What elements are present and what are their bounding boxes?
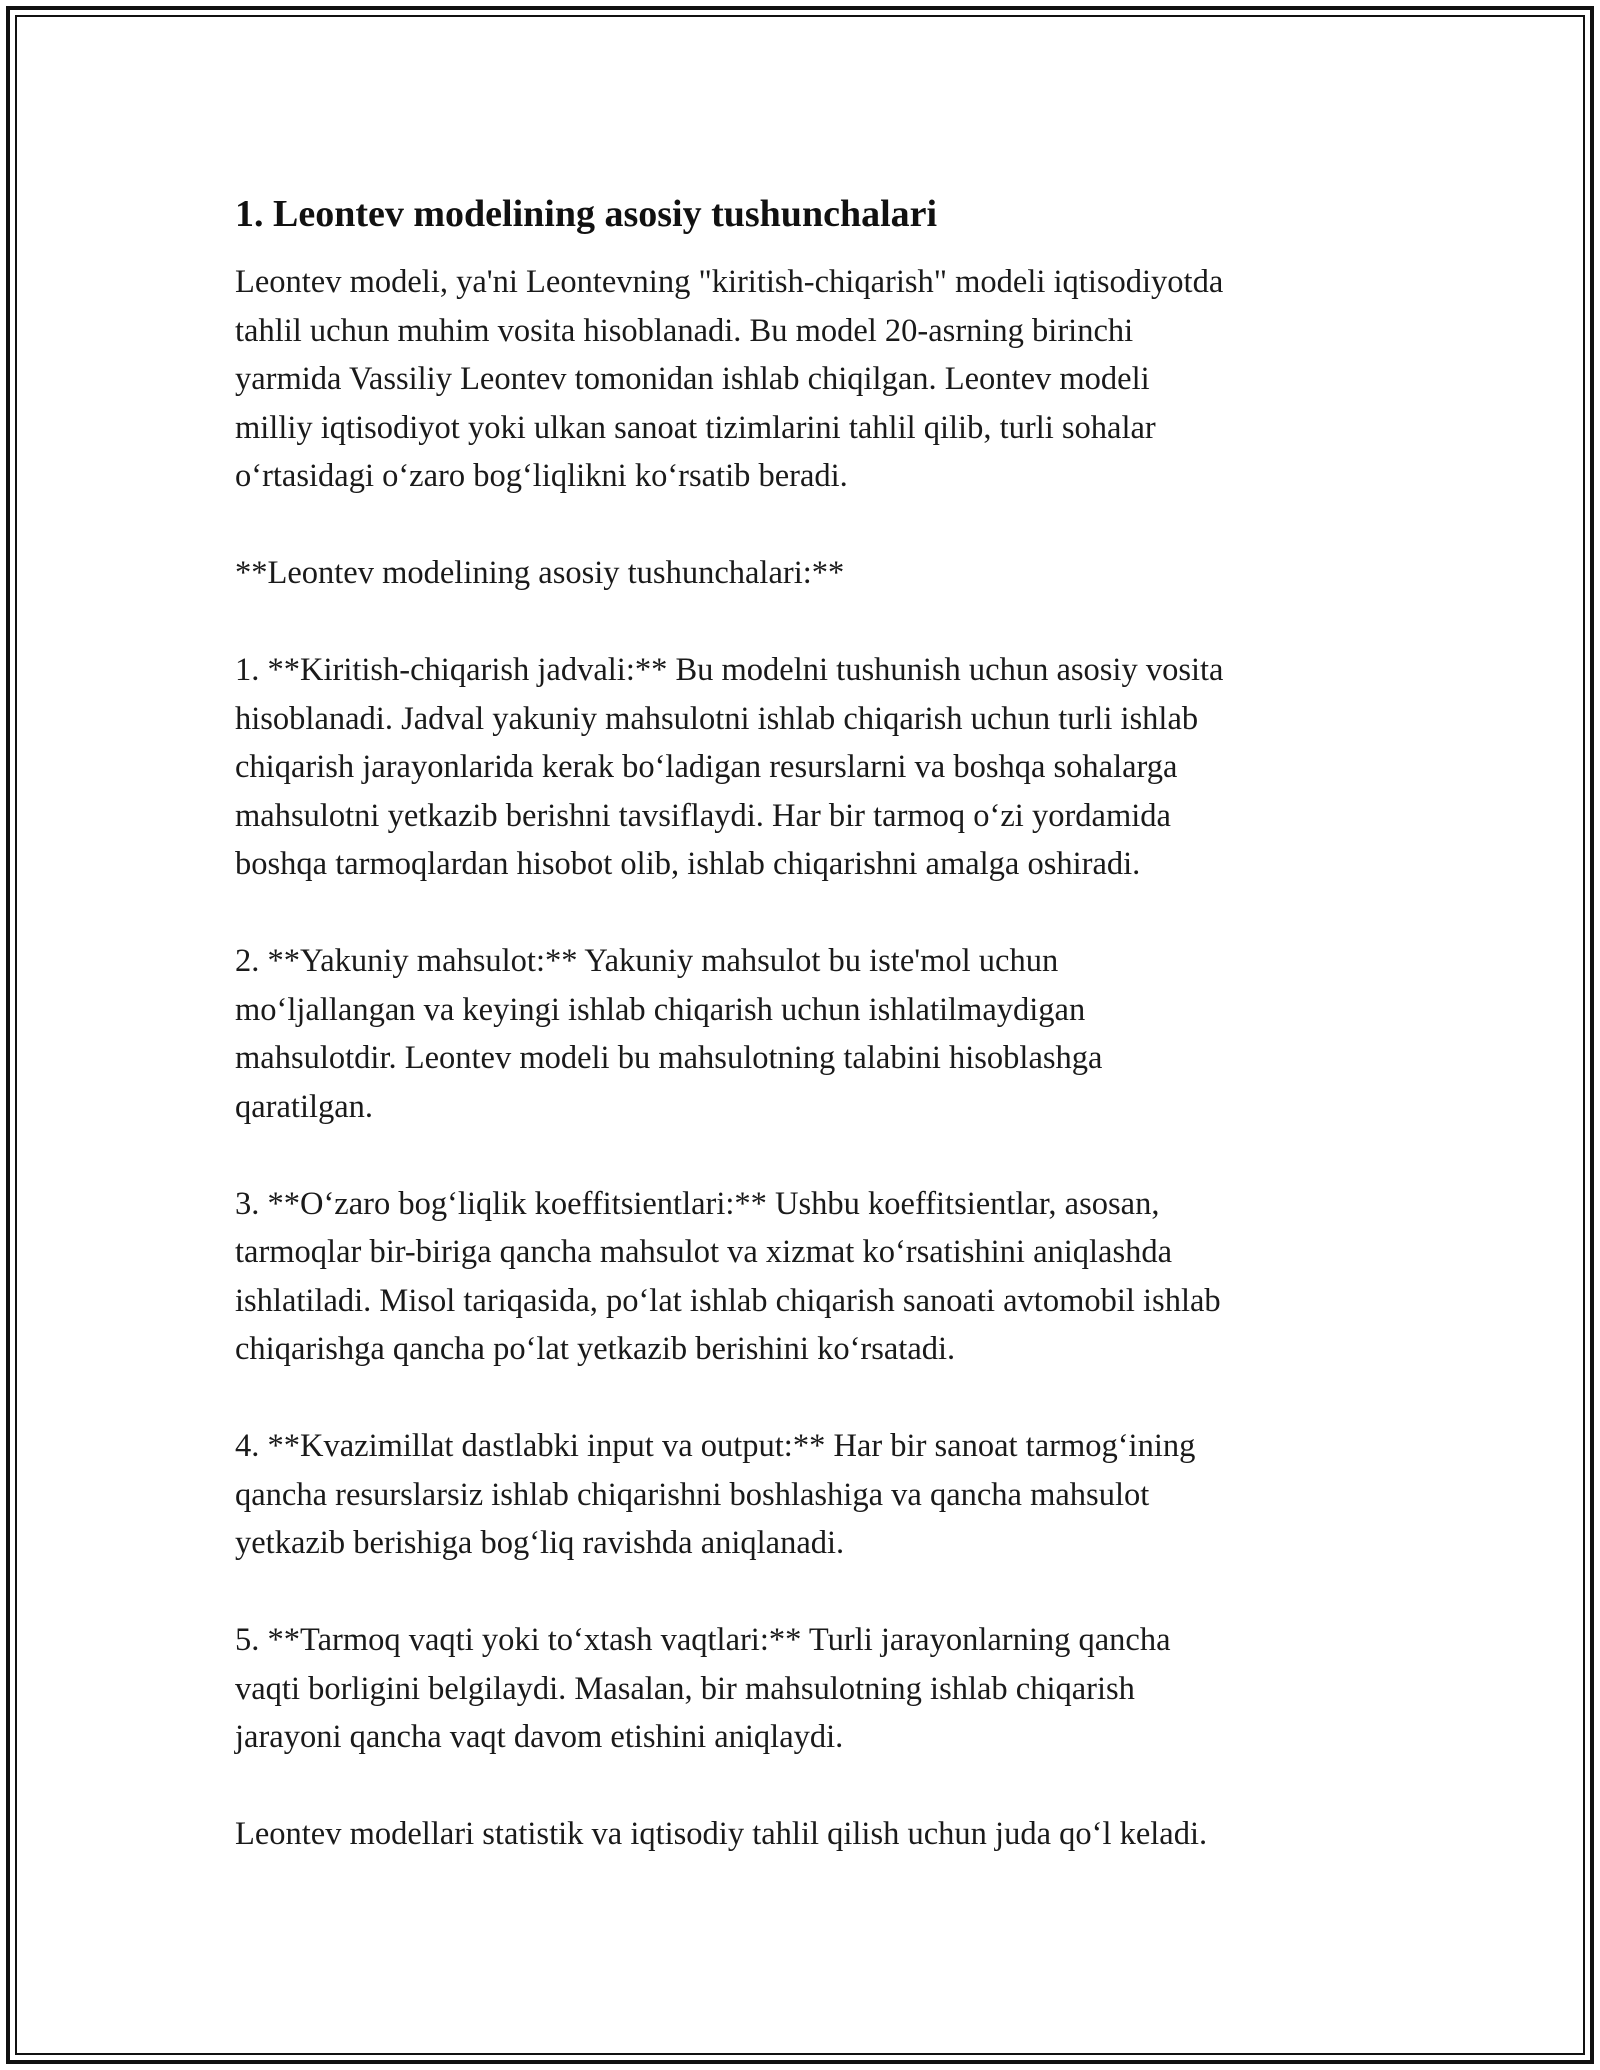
document-body — [235, 190, 1365, 1907]
conclusion-paragraph: Leontev modellari statistik va iqtisodiy tahlil qilish uchun juda qo‘l keladi. — [235, 1816, 1208, 1852]
document-heading: 1. Leontev modelining asosiy tushunchalari — [235, 193, 938, 235]
list-item-3: 3. **O‘zaro bog‘liqlik koeffitsientlari:** Ushbu koeffitsientlar, asosan, tarmoqlar bir-biriga qancha mahsulot va xizmat ko‘rsatishini aniqlashda ishlatiladi. Misol tariqasida, po‘lat ishlab chiqarish sanoati avtomobil ishlab chiqarishga qancha po‘lat yetkazib berishini ko‘rsatadi. — [235, 1185, 1221, 1367]
list-item-4: 4. **Kvazimillat dastlabki input va output:** Har bir sanoat tarmog‘ining qancha resurslarsiz ishlab chiqarishni boshlashiga va qancha mahsulot yetkazib berishiga bog‘liq ravishda aniqlanadi. — [235, 1428, 1196, 1561]
list-item-5: 5. **Tarmoq vaqti yoki to‘xtash vaqtlari:** Turli jarayonlarning qancha vaqti borligini belgilaydi. Masalan, bir mahsulotning ishlab chiqarish jarayoni qancha vaqt davom etishini aniqlaydi. — [235, 1622, 1171, 1755]
list-item-1: 1. **Kiritish-chiqarish jadvali:** Bu modelni tushunish uchun asosiy vosita hisoblanadi. Jadval yakuniy mahsulotni ishlab chiqarish uchun turli ishlab chiqarish jarayonlarida kerak bo‘ladigan resurslarni va boshqa sohalarga mahsulotni yetkazib berishni tavsiflaydi. Har bir tarmoq o‘zi yordamida boshqa tarmoqlardan hisobot olib, ishlab chiqarishni amalga oshiradi. — [235, 652, 1224, 882]
list-item-2: 2. **Yakuniy mahsulot:** Yakuniy mahsulot bu iste'mol uchun mo‘ljallangan va keyingi ishlab chiqarish uchun ishlatilmaydigan mahsulotdir. Leontev modeli bu mahsulotning talabini hisoblashga qaratilgan. — [235, 943, 1103, 1125]
intro-paragraph: Leontev modeli, ya'ni Leontevning "kiritish-chiqarish" modeli iqtisodiyotda tahlil uchun muhim vosita hisoblanadi. Bu model 20-asrning birinchi yarmida Vassiliy Leontev tomonidan ishlab chiqilgan. Leontev modeli milliy iqtisodiyot yoki ulkan sanoat tizimlarini tahlil qilib, turli sohalar o‘rtasidagi o‘zaro bog‘liqlikni ko‘rsatib beradi. — [235, 264, 1224, 494]
subheading-paragraph: **Leontev modelining asosiy tushunchalari:** — [235, 555, 845, 591]
